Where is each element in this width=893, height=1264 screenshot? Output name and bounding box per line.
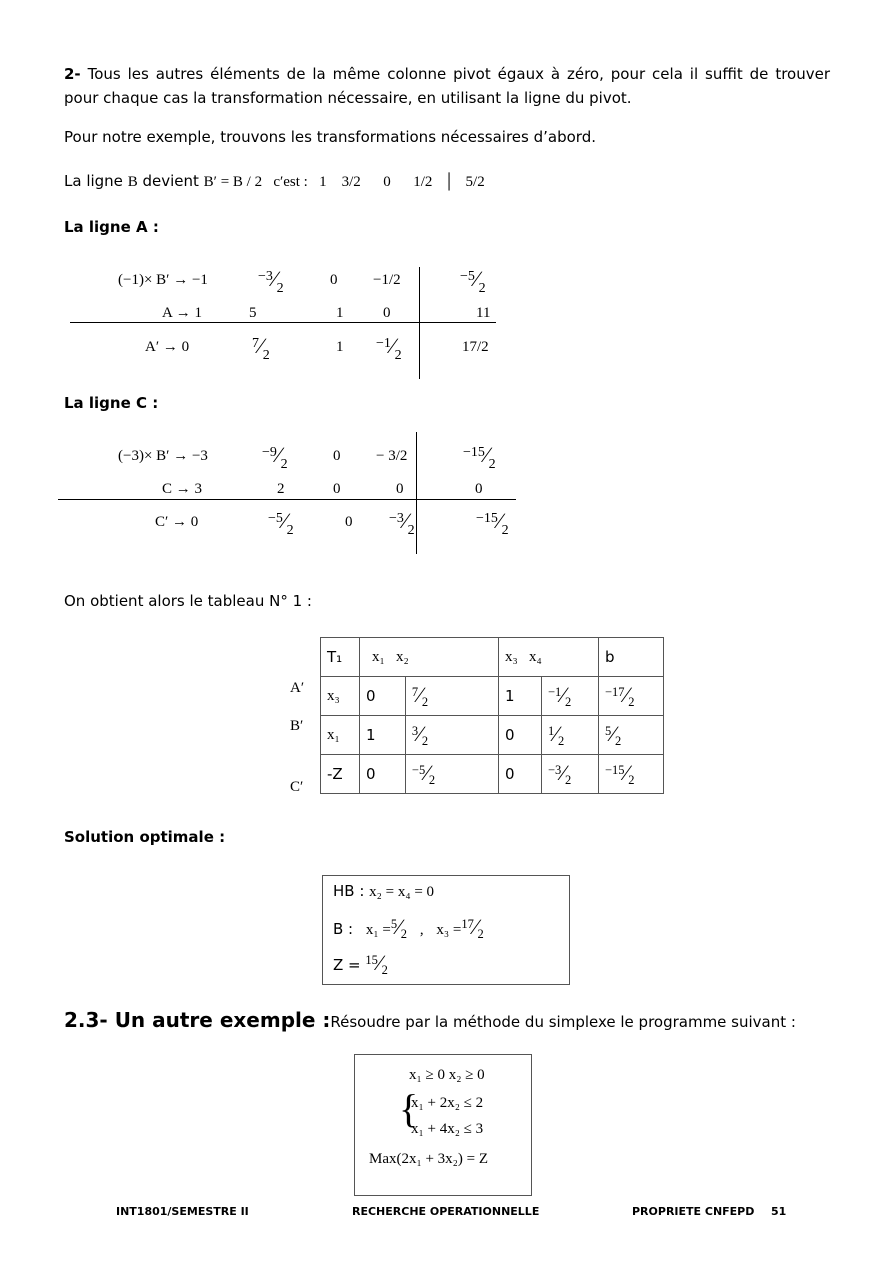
ligne-a-row1-label: (−1)× B′ → −1 [118, 272, 208, 288]
example-heading-line [64, 1008, 796, 1032]
footer-center: RECHERCHE OPERATIONNELLE [352, 1205, 540, 1218]
row1-b: $^{-17}∕_2$ [599, 677, 664, 716]
program-positivity: x₁ ≥ 0 x₂ ≥ 0 [409, 1067, 485, 1083]
header-x3-x4: x₃ x₄ [499, 638, 599, 677]
row2-b: $^5∕_2$ [599, 716, 664, 755]
tableau-row-label-b: B′ [290, 718, 304, 734]
row3-c1: 0 [360, 755, 406, 794]
solution-box [322, 875, 570, 985]
line-b-formula: B′ = B / 2 c′est : 1 3/2 0 1/2 │ 5/2 [203, 174, 485, 190]
ligne-c-row2-c5: 0 [475, 481, 483, 497]
program-objective: Max(2x₁ + 3x₂) = Z [369, 1151, 489, 1167]
header-x1-x2: x₁ x₂ [360, 638, 499, 677]
hb-label: HB : [333, 882, 370, 900]
header-t1: T₁ [321, 638, 360, 677]
ligne-a-row3-c2: $^7∕_2$ [252, 333, 270, 363]
program-brace: { [399, 1086, 419, 1131]
tableau-row-label-a: A′ [290, 680, 305, 696]
ligne-a-row2-c3: 1 [336, 305, 344, 321]
ligne-c-row2-c2: 2 [277, 481, 285, 497]
footer-left: INT1801/SEMESTRE II [116, 1205, 249, 1218]
tableau-intro: On obtient alors le tableau N° 1 : [64, 592, 312, 610]
solution-hb [333, 882, 434, 901]
row1-base: x₃ [321, 677, 360, 716]
row1-c4: $^{-1}∕_2$ [542, 677, 599, 716]
ligne-c-separator [416, 432, 417, 554]
ligne-a-row2-c4: 0 [383, 305, 391, 321]
program-box [354, 1054, 532, 1196]
hb-value: x₂ = x₄ = 0 [369, 884, 435, 900]
row3-b: $^{-15}∕_2$ [599, 755, 664, 794]
example-heading: 2.3- Un autre exemple : [64, 1008, 331, 1032]
paragraph-pivot-column [64, 62, 830, 110]
ligne-a-row2-c2: 5 [249, 305, 257, 321]
table-row [321, 638, 664, 677]
ligne-a-row3-label: A′ → 0 [145, 339, 190, 355]
ligne-c-row3-c4: $^{-3}∕_2$ [389, 508, 415, 538]
ligne-c-sum-line [58, 499, 516, 500]
heading-ligne-c: La ligne C : [64, 394, 159, 412]
ligne-a-row3-c3: 1 [336, 339, 344, 355]
ligne-c-row1-c3: 0 [333, 448, 341, 464]
line-b-prefix: La ligne [64, 172, 128, 190]
row3-base: -Z [321, 755, 360, 794]
page-number: 51 [771, 1205, 787, 1218]
row2-c4: $^1∕_2$ [542, 716, 599, 755]
ligne-c-row1-c4: − 3/2 [376, 448, 408, 464]
row1-c3: 1 [499, 677, 542, 716]
solution-z: $Z = ^{15}∕_2$ [333, 950, 388, 977]
row2-c2: $^3∕_2$ [405, 716, 498, 755]
ligne-a-row2-label: A → 1 [162, 305, 203, 321]
ligne-c-row1-c2: $^{-9}∕_2$ [262, 442, 288, 472]
b-x3: x₃ = [436, 922, 462, 938]
row3-c2: $^{-5}∕_2$ [405, 755, 498, 794]
ligne-c-row3-c5: $^{-15}∕_2$ [476, 508, 509, 538]
row3-c3: 0 [499, 755, 542, 794]
simplex-tableau [320, 637, 664, 794]
ligne-c-row3-c3: 0 [345, 514, 353, 530]
ligne-c-row3-c2: $^{-5}∕_2$ [268, 508, 294, 538]
line-b-transformation [64, 172, 485, 191]
table-row [321, 755, 664, 794]
heading-ligne-a: La ligne A : [64, 218, 159, 236]
row2-c3: 0 [499, 716, 542, 755]
ligne-a-row1-c5: $^{-5}∕_2$ [460, 266, 486, 296]
row3-c4: $^{-3}∕_2$ [542, 755, 599, 794]
line-b-mid: devient [137, 172, 204, 190]
ligne-c-row2-label: C → 3 [162, 481, 203, 497]
ligne-a-row3-c4: $^{-1}∕_2$ [376, 333, 402, 363]
ligne-c-row1-c5: $^{-15}∕_2$ [463, 442, 496, 472]
ligne-c-row3-label: C′ → 0 [155, 514, 199, 530]
ligne-c-row2-c3: 0 [333, 481, 341, 497]
line-b-var: B [127, 174, 138, 190]
program-constraint-2: x₁ + 4x₂ ≤ 3 [411, 1121, 484, 1137]
ligne-a-row1-c3: 0 [330, 272, 338, 288]
step-number: 2- [64, 65, 81, 83]
header-b: b [599, 638, 664, 677]
heading-solution: Solution optimale : [64, 828, 226, 846]
ligne-c-row2-c4: 0 [396, 481, 404, 497]
ligne-a-row1-c2: $^{-3}∕_2$ [258, 266, 284, 296]
ligne-a-separator [419, 267, 420, 379]
ligne-a-row1-c4: −1/2 [373, 272, 401, 288]
row1-c1: 0 [360, 677, 406, 716]
ligne-a-sum-line [70, 322, 496, 323]
footer-right: PROPRIETE CNFEPD [632, 1205, 755, 1218]
paragraph-example: Pour notre exemple, trouvons les transformations nécessaires d’abord. [64, 128, 596, 146]
b-sep: , [419, 922, 424, 938]
tableau-row-label-c: C′ [290, 779, 304, 795]
paragraph-text: Tous les autres éléments de la même colonne pivot égaux à zéro, pour cela il suffit de trouver pour chaque cas la transformation nécessaire, en utilisant la ligne du pivot. [64, 65, 830, 107]
ligne-a-row2-c5: 11 [476, 305, 491, 321]
program-constraint-1: x₁ + 2x₂ ≤ 2 [411, 1095, 484, 1111]
row2-base: x₁ [321, 716, 360, 755]
solution-b: B : $x_1 =^5∕_2$ , $x_3 =^{17}∕_2$ [333, 914, 484, 941]
z-label: Z = [333, 956, 366, 974]
row2-c1: 1 [360, 716, 406, 755]
table-row [321, 677, 664, 716]
ligne-c-row1-label: (−3)× B′ → −3 [118, 448, 208, 464]
b-x1: x₁ = [365, 922, 391, 938]
row1-c2: $^7∕_2$ [405, 677, 498, 716]
ligne-a-row3-c5: 17/2 [462, 339, 489, 355]
example-text: Résoudre par la méthode du simplexe le programme suivant : [330, 1013, 796, 1031]
b-label: B : [333, 920, 354, 938]
table-row [321, 716, 664, 755]
